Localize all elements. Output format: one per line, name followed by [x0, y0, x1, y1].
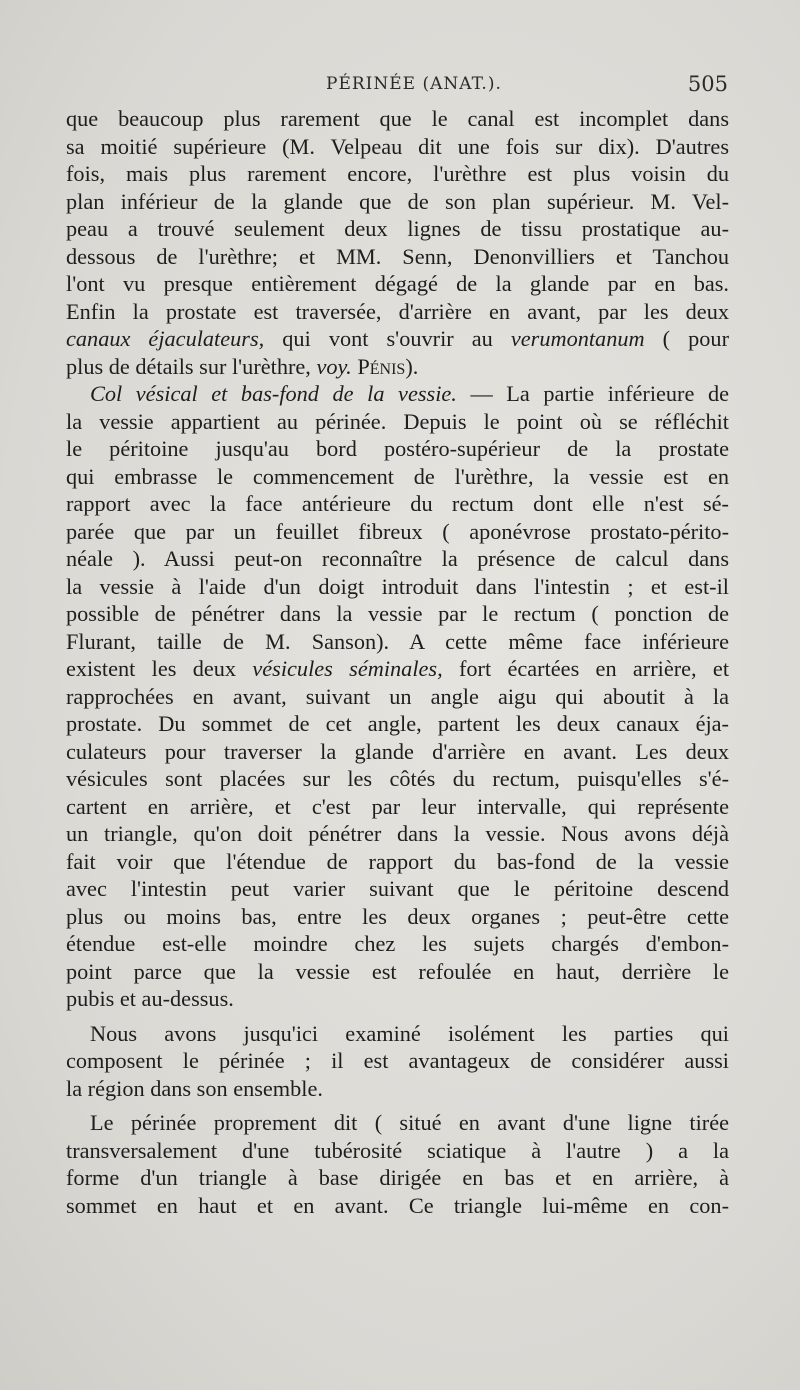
text-line: que beaucoup plus rarement que le canal est incomplet dans — [66, 106, 729, 131]
text-run: ( pour — [644, 326, 729, 351]
italic-term: vésicules séminales, — [252, 656, 443, 681]
text-line: Flurant, taille de M. Sanson). A cette même face inférieure — [66, 628, 729, 654]
section-heading: Col vésical et bas-fond de la vessie. — [90, 381, 457, 406]
text-line: étendue est-elle moindre chez les sujets chargés d'embon- — [66, 931, 729, 956]
text-line — [66, 655, 729, 683]
text-line: fait voir que l'étendue de rapport du bas-fond de la vessie — [66, 848, 729, 874]
text-line: rapport avec la face antérieure du rectum dont elle n'est sé- — [66, 491, 729, 516]
text-line: culateurs pour traverser la glande d'arrière en avant. Les deux — [66, 738, 729, 764]
text-line: point parce que la vessie est refoulée en haut, derrière le — [66, 958, 729, 984]
page-number: 505 — [687, 72, 728, 96]
text-line: fois, mais plus rarement encore, l'urèthre est plus voisin du — [66, 161, 729, 186]
text-run: plus de détails sur l'urèthre, — [66, 353, 317, 379]
text-line: rapprochées en avant, suivant un angle aigu qui aboutit à la — [66, 683, 729, 709]
text-line: sommet en haut et en avant. Ce triangle lui-même en con- — [66, 1192, 729, 1218]
italic-term: canaux éjaculateurs, — [66, 326, 265, 351]
text-line: l'ont vu presque entièrement dégagé de la glande par en bas. — [66, 271, 729, 296]
text-line: la vessie à l'aide d'un doigt introduit dans l'intestin ; et est-il — [66, 573, 729, 599]
text-line: la région dans son ensemble. — [66, 1075, 323, 1101]
text-line: la vessie appartient au périnée. Depuis le point où se réfléchit — [66, 408, 729, 434]
text-line: Nous avons jusqu'ici examiné isolément les parties qui — [90, 1020, 729, 1046]
text-line: Le périnée proprement dit ( situé en avant d'une ligne tirée — [90, 1110, 729, 1135]
text-run: qui vont s'ouvrir au — [264, 326, 511, 351]
text-line: vésicules sont placées sur les côtés du rectum, puisqu'elles s'é- — [66, 766, 729, 791]
text-run: ). — [405, 353, 419, 379]
text-line — [66, 380, 729, 408]
italic-term: voy. — [316, 353, 352, 379]
text-run: fort écartées en arrière, et — [442, 656, 729, 681]
body-text — [66, 105, 729, 1219]
paragraph-gap — [66, 1013, 729, 1020]
paragraph-gap — [66, 1102, 729, 1109]
text-line: Enfin la prostate est traversée, d'arrière en avant, par les deux — [66, 298, 729, 324]
text-line — [66, 353, 729, 381]
text-line — [66, 325, 729, 353]
text-line: avec l'intestin peut varier suivant que le péritoine descend — [66, 876, 729, 901]
text-line: composent le périnée ; il est avantageux de considérer aussi — [66, 1048, 729, 1073]
text-run: existent les deux — [66, 656, 253, 681]
page-header — [0, 74, 800, 100]
text-line: sa moitié supérieure (M. Velpeau dit une fois sur dix). D'autres — [66, 133, 729, 159]
text-line: plus ou moins bas, entre les deux organes ; peut-être cette — [66, 903, 729, 929]
text-line: forme d'un triangle à base dirigée en bas et en arrière, à — [66, 1165, 729, 1190]
text-line: cartent en arrière, et c'est par leur intervalle, qui représente — [66, 793, 729, 819]
text-line: qui embrasse le commencement de l'urèthre, la vessie est en — [66, 463, 729, 489]
cross-reference: Pénis — [357, 353, 406, 379]
text-run: — La partie inférieure de — [456, 381, 729, 406]
text-line: néale ). Aussi peut-on reconnaître la présence de calcul dans — [66, 546, 729, 571]
text-line: le péritoine jusqu'au bord postéro-supérieur de la prostate — [66, 436, 729, 461]
running-title: PÉRINÉE (ANAT.). — [326, 74, 502, 94]
text-line: pubis et au-dessus. — [66, 986, 234, 1011]
text-line: possible de pénétrer dans la vessie par le rectum ( ponction de — [66, 601, 729, 626]
italic-term: verumontanum — [510, 326, 645, 351]
text-line: transversalement d'une tubérosité sciatique à l'autre ) a la — [66, 1137, 729, 1163]
text-line: dessous de l'urèthre; et MM. Senn, Denonvilliers et Tanchou — [66, 243, 729, 269]
text-line: un triangle, qu'on doit pénétrer dans la vessie. Nous avons déjà — [66, 821, 729, 846]
text-line: prostate. Du sommet de cet angle, partent les deux canaux éja- — [66, 711, 729, 736]
text-line: plan inférieur de la glande que de son plan supérieur. M. Vel- — [66, 188, 729, 214]
text-line: parée que par un feuillet fibreux ( aponévrose prostato-périto- — [66, 518, 729, 544]
text-line: peau a trouvé seulement deux lignes de tissu prostatique au- — [66, 216, 729, 241]
